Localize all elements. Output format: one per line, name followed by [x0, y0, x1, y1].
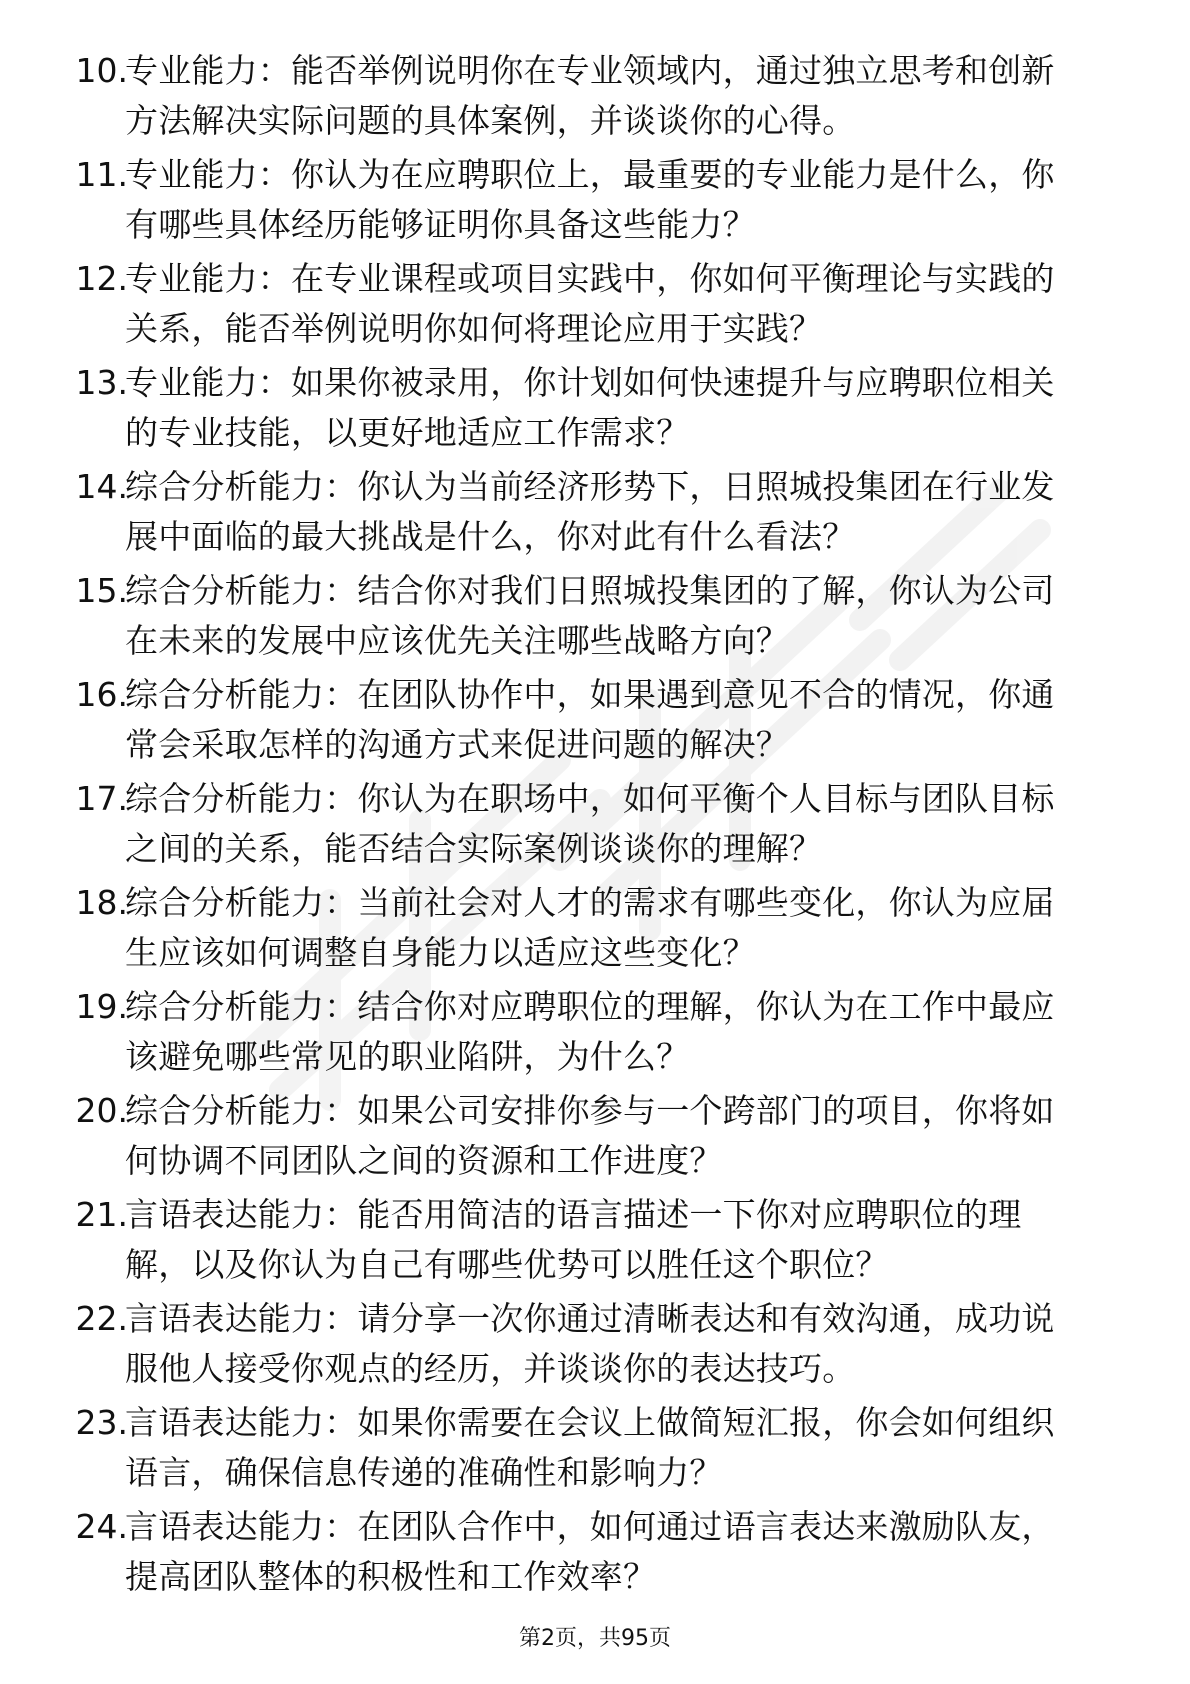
page-footer: 第2页，共95页: [519, 1626, 671, 1651]
question-text-line: 之间的关系，能否结合实际案例谈谈你的理解？: [125, 829, 823, 868]
question-number: 18.: [75, 883, 128, 922]
question-text-line: 综合分析能力：在团队协作中，如果遇到意见不合的情况，你通: [125, 675, 1055, 714]
question-text-line: 综合分析能力：结合你对我们日照城投集团的了解，你认为公司: [125, 571, 1055, 610]
question-text-line: 专业能力：你认为在应聘职位上，最重要的专业能力是什么，你: [125, 155, 1055, 194]
question-text-line: 该避免哪些常见的职业陷阱，为什么？: [125, 1037, 690, 1076]
question-text-line: 专业能力：在专业课程或项目实践中，你如何平衡理论与实践的: [125, 259, 1055, 298]
question-text-line: 综合分析能力：你认为在职场中，如何平衡个人目标与团队目标: [125, 779, 1055, 818]
question-text: [125, 982, 1115, 1082]
question-text-line: 提高团队整体的积极性和工作效率？: [125, 1557, 657, 1596]
question-number: 11.: [75, 155, 128, 194]
question-item: [0, 982, 1190, 1086]
question-item: [0, 670, 1190, 774]
question-item: [0, 1398, 1190, 1502]
question-number: 13.: [75, 363, 128, 402]
question-text-line: 在未来的发展中应该优先关注哪些战略方向？: [125, 621, 789, 660]
question-text: [125, 1190, 1115, 1290]
question-text-line: 综合分析能力：你认为当前经济形势下，日照城投集团在行业发: [125, 467, 1055, 506]
question-number: 23.: [75, 1403, 128, 1442]
question-item: [0, 1294, 1190, 1398]
question-text-line: 常会采取怎样的沟通方式来促进问题的解决？: [125, 725, 789, 764]
question-text-line: 专业能力：如果你被录用，你计划如何快速提升与应聘职位相关: [125, 363, 1055, 402]
question-text-line: 言语表达能力：请分享一次你通过清晰表达和有效沟通，成功说: [125, 1299, 1055, 1338]
question-text-line: 综合分析能力：当前社会对人才的需求有哪些变化，你认为应届: [125, 883, 1055, 922]
question-text-line: 何协调不同团队之间的资源和工作进度？: [125, 1141, 723, 1180]
question-number: 14.: [75, 467, 128, 506]
question-item: [0, 358, 1190, 462]
question-text: [125, 670, 1115, 770]
question-number: 21.: [75, 1195, 128, 1234]
question-text-line: 生应该如何调整自身能力以适应这些变化？: [125, 933, 756, 972]
question-item: [0, 878, 1190, 982]
question-text-line: 有哪些具体经历能够证明你具备这些能力？: [125, 205, 756, 244]
question-text: [125, 1294, 1115, 1394]
question-item: [0, 1502, 1190, 1606]
question-item: [0, 254, 1190, 358]
question-text: [125, 462, 1115, 562]
question-item: [0, 1190, 1190, 1294]
question-text-line: 言语表达能力：能否用简洁的语言描述一下你对应聘职位的理: [125, 1195, 1022, 1234]
question-text-line: 专业能力：能否举例说明你在专业领域内，通过独立思考和创新: [125, 51, 1055, 90]
question-text-line: 言语表达能力：如果你需要在会议上做简短汇报，你会如何组织: [125, 1403, 1055, 1442]
question-text-line: 的专业技能，以更好地适应工作需求？: [125, 413, 690, 452]
question-number: 12.: [75, 259, 128, 298]
question-item: [0, 462, 1190, 566]
question-text: [125, 358, 1115, 458]
question-text-line: 综合分析能力：结合你对应聘职位的理解，你认为在工作中最应: [125, 987, 1055, 1026]
question-text: [125, 878, 1115, 978]
question-number: 19.: [75, 987, 128, 1026]
question-text-line: 言语表达能力：在团队合作中，如何通过语言表达来激励队友，: [125, 1507, 1055, 1546]
question-text-line: 语言，确保信息传递的准确性和影响力？: [125, 1453, 723, 1492]
question-item: [0, 774, 1190, 878]
question-number: 15.: [75, 571, 128, 610]
question-text: [125, 774, 1115, 874]
question-text: [125, 254, 1115, 354]
question-text-line: 服他人接受你观点的经历，并谈谈你的表达技巧。: [125, 1349, 856, 1388]
question-text: [125, 1502, 1115, 1602]
question-text-line: 综合分析能力：如果公司安排你参与一个跨部门的项目，你将如: [125, 1091, 1055, 1130]
question-text: [125, 1398, 1115, 1498]
question-item: [0, 566, 1190, 670]
question-number: 17.: [75, 779, 128, 818]
question-number: 10.: [75, 51, 128, 90]
question-text-line: 解，以及你认为自己有哪些优势可以胜任这个职位？: [125, 1245, 889, 1284]
question-list: [0, 46, 1190, 1606]
question-item: [0, 46, 1190, 150]
question-text: [125, 46, 1115, 146]
question-text: [125, 1086, 1115, 1186]
question-number: 24.: [75, 1507, 128, 1546]
question-item: [0, 150, 1190, 254]
question-item: [0, 1086, 1190, 1190]
question-number: 16.: [75, 675, 128, 714]
question-text-line: 展中面临的最大挑战是什么，你对此有什么看法？: [125, 517, 856, 556]
question-number: 22.: [75, 1299, 128, 1338]
question-text: [125, 150, 1115, 250]
question-text: [125, 566, 1115, 666]
question-number: 20.: [75, 1091, 128, 1130]
question-text-line: 方法解决实际问题的具体案例，并谈谈你的心得。: [125, 101, 856, 140]
question-text-line: 关系，能否举例说明你如何将理论应用于实践？: [125, 309, 823, 348]
